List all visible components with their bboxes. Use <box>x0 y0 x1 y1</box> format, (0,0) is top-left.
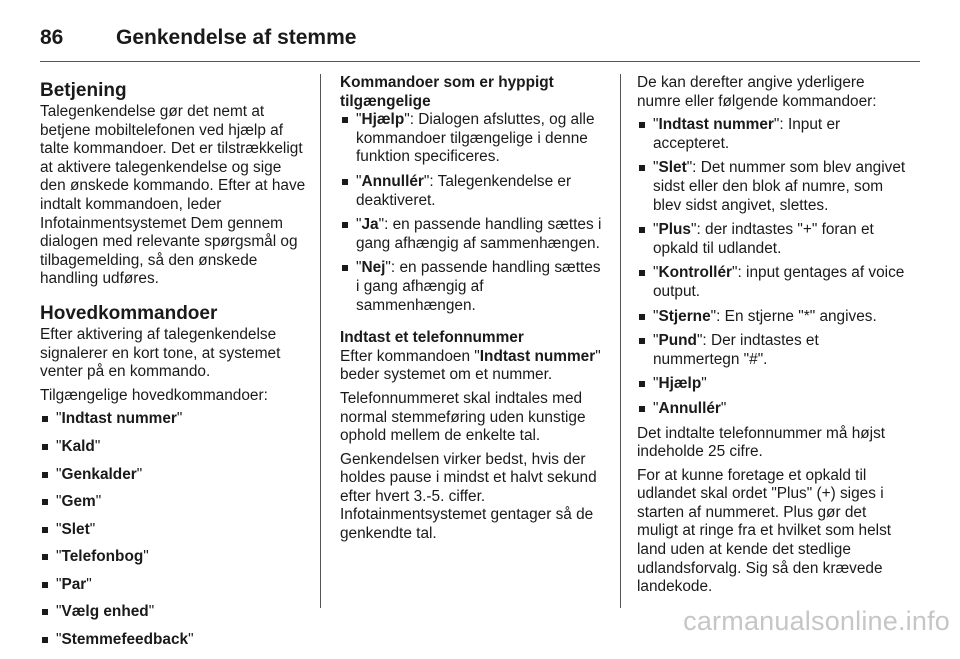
list-item: "Stjerne": En stjerne "*" angives. <box>637 308 907 327</box>
list-item: "Pund": Der indtastes et nummertegn "#". <box>637 332 907 369</box>
column-3 <box>637 74 907 602</box>
command-description: : Talegenkendelse er deaktiveret. <box>356 172 572 209</box>
command-description: : En stjerne "*" angives. <box>716 307 877 325</box>
command-name: Hjælp <box>361 111 405 129</box>
enter-number-intro <box>340 348 604 385</box>
command-name: Hjælp <box>658 375 702 393</box>
list-item: "Slet": Det nummer som blev angivet sidst eller den blok af numre, som blev sidst angivet, slettes. <box>637 159 907 215</box>
list-item: "Genkalder" <box>40 466 308 485</box>
column-divider-2 <box>620 74 621 608</box>
command-description: : Der indtastes et nummertegn "#". <box>653 332 819 368</box>
command-name: Pund <box>658 332 697 350</box>
paragraph: Telefonnummeret skal indtales med normal stemmeføring uden kunstige ophold mellem de enkelte tal. <box>340 389 586 445</box>
command-name: Indtast nummer <box>61 410 177 428</box>
section-text-betjening: Talegenkendelse gør det nemt at betjene mobiltelefonen ved hjælp af talte kommandoer. Det er tilstrækkeligt at aktivere talegenkendelse og sige den ønskede kommando. Efter at have indtalt kommandoen, leder Infotainmentsystemet Dem gennem dialogen med relevante spørgsmål og tilbagemelding, så den ønskede handling udføres. <box>40 103 306 288</box>
list-item: "Telefonbog" <box>40 548 308 567</box>
command-name: Genkalder <box>61 465 137 483</box>
command-description: : Input er accepteret. <box>653 116 841 152</box>
command-description: : input gentages af voice output. <box>653 264 905 300</box>
paragraph: Det indtalte telefonnummer må højst indeholde 25 cifre. <box>637 424 886 461</box>
intro-text-end: " beder systemet om et nummer. <box>340 347 601 384</box>
column-divider-1 <box>320 74 321 608</box>
page-title: Genkendelse af stemme <box>116 26 357 49</box>
command-name: Indtast nummer <box>479 347 596 365</box>
list-item: "Kontrollér": input gentages af voice output. <box>637 264 907 301</box>
column-2 <box>340 74 604 549</box>
list-item: "Annullér" <box>637 400 907 419</box>
list-item: "Hjælp": Dialogen afsluttes, og alle kommandoer tilgængelige i denne funktion specificeres. <box>340 111 604 167</box>
command-name: Slet <box>658 159 687 177</box>
list-item: "Nej": en passende handling sættes i gang afhængig af sammenhængen. <box>340 259 604 315</box>
command-description: : en passende handling sættes i gang afhængig af sammenhængen. <box>356 259 601 314</box>
list-item: "Indtast nummer": Input er accepteret. <box>637 116 907 153</box>
header-divider <box>40 61 920 62</box>
command-name: Par <box>61 575 87 593</box>
section-text-hovedkommandoer: Efter aktivering af talegenkendelse signalerer en kort tone, at systemet venter på en kommando. <box>40 325 281 381</box>
command-name: Stjerne <box>658 307 711 325</box>
list-item: "Ja": en passende handling sættes i gang afhængig af sammenhængen. <box>340 216 604 253</box>
command-description: : Dialogen afsluttes, og alle kommandoer tilgængelige i denne funktion specificeres. <box>356 111 595 166</box>
command-description: : en passende handling sættes i gang afhængig af sammenhængen. <box>356 216 602 252</box>
command-name: Indtast nummer <box>658 116 774 134</box>
list-item: "Kald" <box>40 438 308 457</box>
common-commands-list <box>340 111 604 315</box>
list-item: "Plus": der indtastes "+" foran et opkald til udlandet. <box>637 221 907 258</box>
command-description: : Det nummer som blev angivet sidst eller den blok af numre, som blev sidst angivet, slettes. <box>653 159 906 214</box>
watermark-text: carmanualsonline.info <box>683 606 950 636</box>
subheading-enter-number: Indtast et telefonnummer <box>340 329 524 347</box>
command-name: Annullér <box>361 172 424 190</box>
list-item: "Hjælp" <box>637 375 907 394</box>
command-name: Telefonbog <box>61 548 144 566</box>
list-item: "Par" <box>40 576 308 595</box>
command-name: Nej <box>361 259 386 277</box>
list-item: "Gem" <box>40 493 308 512</box>
main-commands-list <box>40 410 308 649</box>
column-1 <box>40 74 308 659</box>
subheading-common-commands: Kommandoer som er hyppigt tilgængelige <box>340 74 554 110</box>
paragraph: Genkendelsen virker bedst, hvis der holdes pause i mindst et halvt sekund efter hvert 3.-5. ciffer. Infotainmentsystemet gentager så de genkendte tal. <box>340 450 597 543</box>
list-item: "Annullér": Talegenkendelse er deaktiveret. <box>340 173 604 210</box>
command-name: Gem <box>61 493 96 511</box>
paragraph: For at kunne foretage et opkald til udlandet skal ordet "Plus" (+) siges i starten af nummeret. Plus gør det muligt at ringe fra et hvilket som helst land uden at kende det stedlige udlandsforvalg. Sig så den krævede landekode. <box>637 466 892 596</box>
command-name: Kald <box>61 437 95 455</box>
command-name: Annullér <box>658 399 721 417</box>
list-item: "Vælg enhed" <box>40 603 308 622</box>
list-item: "Slet" <box>40 521 308 540</box>
list-item: "Stemmefeedback" <box>40 631 308 650</box>
section-heading-betjening: Betjening <box>40 80 127 101</box>
command-name: Stemmefeedback <box>61 631 189 649</box>
command-name: Vælg enhed <box>61 603 149 621</box>
page-header <box>40 18 920 58</box>
command-name: Kontrollér <box>658 264 733 282</box>
command-description: : der indtastes "+" foran et opkald til udlandet. <box>653 221 874 257</box>
column-intro: De kan derefter angive yderligere numre eller følgende kommandoer: <box>637 74 877 110</box>
list-intro: Tilgængelige hovedkommandoer: <box>40 386 268 404</box>
section-heading-hovedkommandoer: Hovedkommandoer <box>40 302 218 324</box>
intro-text-start: Efter kommandoen " <box>340 347 480 365</box>
command-name: Slet <box>61 520 90 538</box>
command-name: Ja <box>361 216 379 234</box>
command-name: Plus <box>658 221 691 239</box>
page-number: 86 <box>40 26 64 49</box>
number-commands-list <box>637 116 907 418</box>
list-item: "Indtast nummer" <box>40 410 308 429</box>
